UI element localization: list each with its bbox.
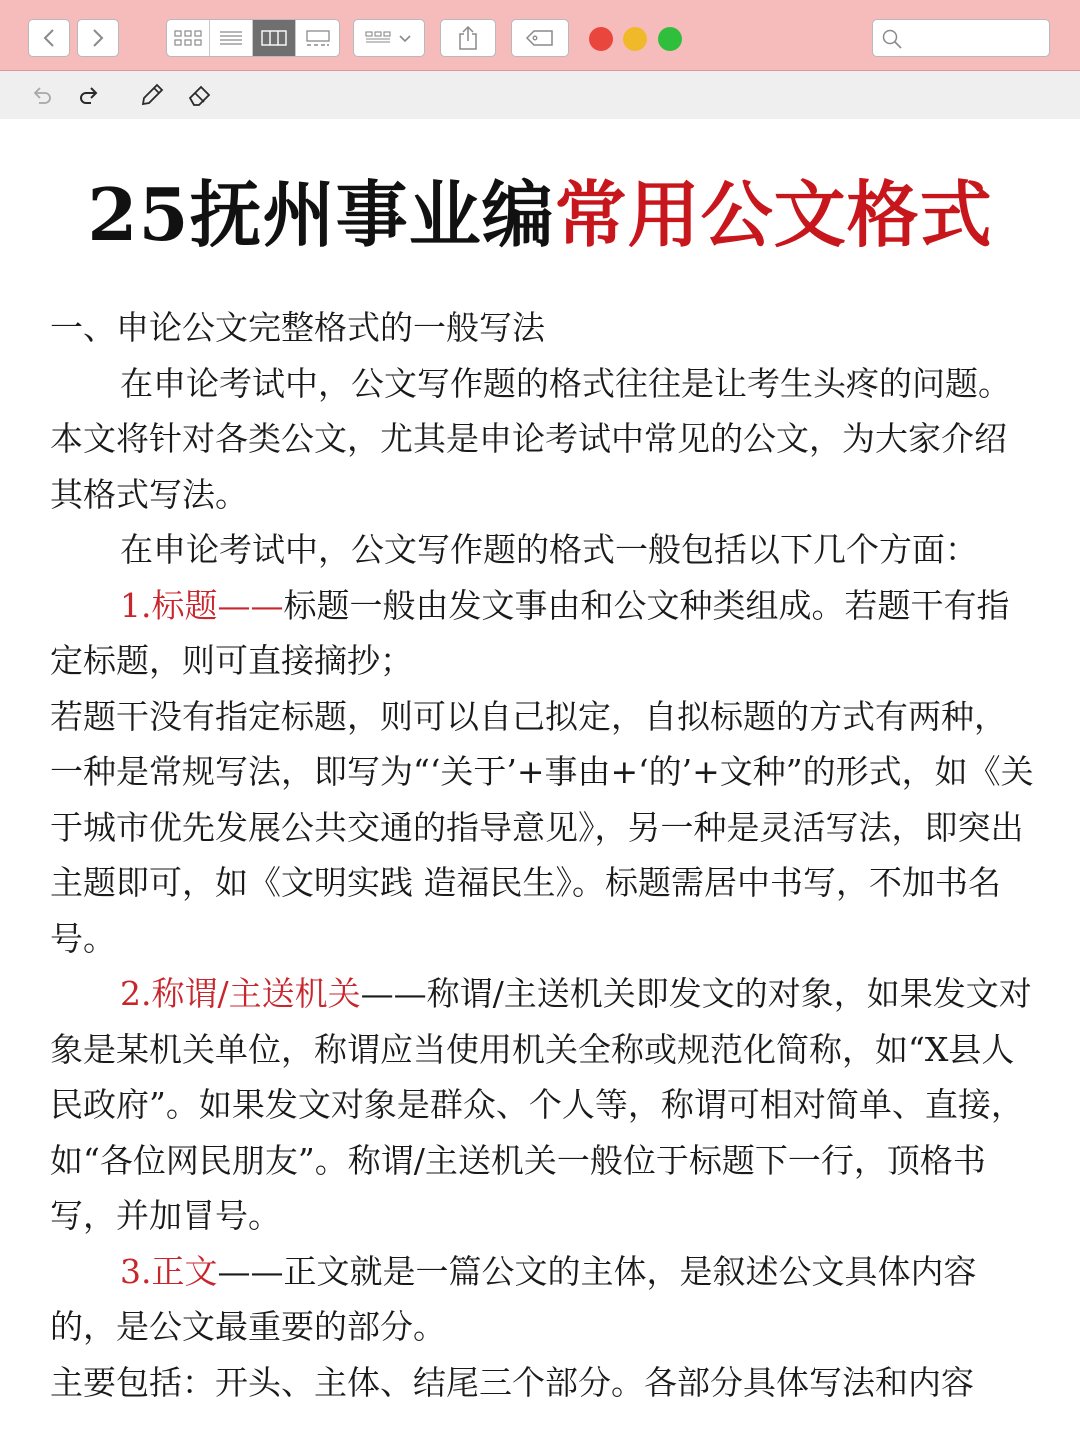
redo-button[interactable] xyxy=(73,80,103,110)
pencil-icon xyxy=(139,82,165,108)
list-view-icon xyxy=(218,28,244,48)
view-gallery-button[interactable] xyxy=(296,20,339,56)
undo-icon xyxy=(31,83,55,107)
view-mode-switcher xyxy=(166,19,340,57)
title-red-part: 常用公文格式 xyxy=(554,172,993,257)
eraser-icon xyxy=(187,82,213,108)
gallery-view-icon xyxy=(304,28,332,48)
document-body xyxy=(50,300,1035,1410)
eraser-button[interactable] xyxy=(185,80,215,110)
item-salutation-text: ——称谓/主送机关即发文的对象，如果发文对象是某机关单位，称谓应当使用机关全称或规范化简称，如“X县人民政府”。如果发文对象是群众、个人等，称谓可相对简单、直接，如“各位网民朋友”。称谓/主送机关一般位于标题下一行，顶格书写，并加冒号。 xyxy=(50,974,1032,1235)
edit-toolbar xyxy=(0,71,1080,119)
close-window-button[interactable] xyxy=(589,27,613,51)
search-field[interactable] xyxy=(872,19,1050,57)
tag-button[interactable] xyxy=(511,19,569,57)
search-input[interactable] xyxy=(909,26,1043,52)
item-title-paragraph xyxy=(50,578,1035,689)
item-body-paragraph xyxy=(50,1244,1035,1355)
undo-button[interactable] xyxy=(28,80,58,110)
item-body-label: 3.正文 xyxy=(120,1251,218,1291)
forward-button[interactable] xyxy=(77,19,119,57)
item-title-text: 标题一般由发文事由和公文种类组成。若题干有指定标题，则可直接摘抄； xyxy=(50,585,1010,680)
intro-paragraph: 在申论考试中，公文写作题的格式往往是让考生头疼的问题。本文将针对各类公文，尤其是申论考试中常见的公文，为大家介绍其格式写法。 xyxy=(50,363,1011,514)
section-heading: 一、申论公文完整格式的一般写法 xyxy=(50,308,545,347)
group-by-button[interactable] xyxy=(353,19,425,57)
back-button[interactable] xyxy=(28,19,70,57)
window-toolbar xyxy=(0,0,1080,71)
item-title-label: 1.标题—— xyxy=(120,585,284,625)
overview-paragraph: 在申论考试中，公文写作题的格式一般包括以下几个方面： xyxy=(120,530,978,569)
pencil-button[interactable] xyxy=(137,80,167,110)
view-columns-button[interactable] xyxy=(253,20,296,56)
item-salutation-label: 2.称谓/主送机关 xyxy=(120,974,361,1013)
title-black-part: 25抚州事业编 xyxy=(87,172,555,257)
column-view-icon xyxy=(260,28,288,48)
redo-icon xyxy=(76,83,100,107)
view-icons-button[interactable] xyxy=(167,20,210,56)
document-title xyxy=(0,170,1080,260)
zoom-window-button[interactable] xyxy=(658,27,682,51)
share-button[interactable] xyxy=(440,19,496,57)
chevron-right-icon xyxy=(91,28,105,48)
item-body-continuation: 主要包括：开头、主体、结尾三个部分。各部分具体写法和内容 xyxy=(50,1362,974,1402)
minimize-window-button[interactable] xyxy=(623,27,647,51)
item-title-continuation: 若题干没有指定标题，则可以自己拟定，自拟标题的方式有两种，一种是常规写法，即写为“‘关于’+事由+‘的’+文种”的形式，如《关于城市优先发展公共交通的指导意见》，另一种是灵活写法，即突出主题即可，如《文明实践 造福民生》。标题需居中书写，不加书名号。 xyxy=(50,696,1034,958)
grid-view-icon xyxy=(173,28,203,48)
chevron-left-icon xyxy=(42,28,56,48)
item-body-text: ——正文就是一篇公文的主体，是叙述公文具体内容的，是公文最重要的部分。 xyxy=(50,1251,977,1346)
view-list-button[interactable] xyxy=(210,20,253,56)
search-icon xyxy=(881,28,903,50)
item-salutation-paragraph xyxy=(50,966,1035,1244)
tag-icon xyxy=(525,29,555,47)
group-by-icon xyxy=(364,28,414,48)
share-icon xyxy=(457,25,479,51)
